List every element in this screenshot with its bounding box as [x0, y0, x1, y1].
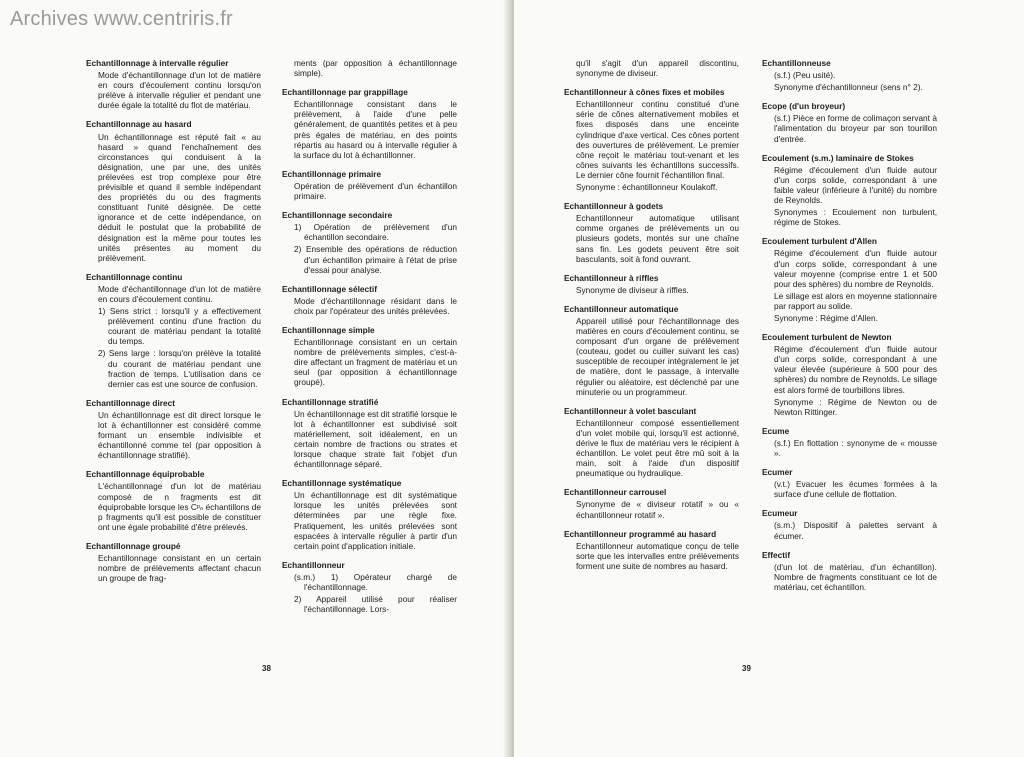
entry-term: Echantillonnage simple [282, 324, 375, 335]
entry-term: Echantillonneur programmé au hasard [564, 528, 717, 539]
definition-paragraph: Synonyme de « diviseur rotatif » ou « échantillonneur rotatif ». [576, 499, 739, 520]
right-column-1 [564, 58, 739, 580]
definition-paragraph: Synonyme d'échantillonneur (sens n° 2). [774, 82, 923, 93]
definition-paragraph: Echantillonnage consistant en un certain nombre de prélèvements affectant chacun un groupe de frag- [98, 553, 261, 584]
definition-paragraph: Appareil utilisé pour l'échantillonnage des matières en cours d'écoulement continu, se composant d'un organe de prélèvement (couteau, godet ou cuiller suivant les cas) susceptible de recouper intégralement le jet de matière, dont le passage, à intervalle régulier ou aléatoire, est déclenché par une minuterie ou un programmeur. [576, 315, 739, 397]
entry-definition [576, 541, 739, 571]
entry-definition [774, 520, 937, 540]
entry-term: Ecume [762, 425, 790, 436]
entry-term: Ecumeur [762, 508, 798, 519]
entry-definition [98, 481, 261, 531]
right-column-2 [762, 58, 937, 601]
entry-term: Echantillonnage primaire [282, 168, 382, 179]
definition-paragraph: (s.m.) 1) Opérateur chargé de l'échantillonnage. [294, 571, 457, 593]
definition-paragraph: Echantillonneur automatique utilisant comme organes de prélèvements un ou plusieurs godets, montés sur une chaîne sans fin. Les godets peuvent être soit basculants, soit à fond ouvrant. [576, 213, 739, 264]
entry-definition [576, 316, 739, 397]
definition-paragraph: Mode d'échantillonnage d'un lot de matière en cours d'écoulement continu. [98, 283, 261, 304]
definition-paragraph: (v.t.) Evacuer les écumes formées à la surface d'une cellule de flottation. [774, 479, 937, 500]
entry-term: Echantillonnage systématique [282, 478, 402, 489]
entry-term: Echantillonnage groupé [86, 540, 181, 551]
definition-paragraph: Un échantillonnage est réputé fait « au hasard » quand l'enchaînement des circonstances qui conduisent à la désignation, une par une, des unités prélevées est trop complexe pour être prévisible et quand il semble indépendant des propriétés du ou des fragments constituant l'unité désignée. De cette ignorance et de cette indépendance, on déduit le postulat que la probabilité de désignation est la même pour toutes les unités présentes au moment du prélèvement. [98, 131, 261, 263]
entry-term: Echantillonnage stratifié [282, 396, 379, 407]
continued-text: ments (par opposition à échantillonnage simple). [294, 58, 457, 79]
entry-definition [98, 553, 261, 583]
definition-paragraph: Synonyme : Régime de Newton ou de Newton Rittinger. [774, 396, 937, 417]
entry-definition [98, 70, 261, 110]
entry-term: Echantillonnage au hasard [86, 119, 192, 130]
right-page [514, 0, 1024, 757]
definition-paragraph: 1) Sens strict : lorsqu'il y a effectivement prélèvement continu d'une fraction du courant de matériau pendant la totalité du temps. [98, 306, 261, 347]
definition-paragraph: Un échantillonnage est dit direct lorsque le lot à échantillonner est considéré comme formant un ensemble indivisible et échantillonné comme tel (par opposition à échantillonnage stratifié). [98, 409, 261, 461]
definition-paragraph: Régime d'écoulement d'un fluide autour d'un corps solide, correspondant à une faible valeur (inférieure à l'unité) du nombre de Reynolds. [774, 164, 937, 206]
entry-definition [294, 296, 457, 316]
entry-term: Echantillonneur [282, 559, 345, 570]
entry-definition [98, 410, 261, 460]
definition-paragraph: Synonyme de diviseur à riffles. [576, 284, 689, 295]
entry-definition [774, 248, 937, 323]
entry-definition [774, 165, 937, 228]
entry-term: Ecumer [762, 467, 793, 478]
entry-term: Echantillonnage direct [86, 397, 175, 408]
definition-paragraph: Mode d'échantillonnage résidant dans le choix par l'opérateur des unités prélevées. [294, 295, 457, 316]
left-page [0, 0, 510, 757]
definition-paragraph: Synonyme : Régime d'Allen. [774, 312, 878, 323]
definition-paragraph: Un échantillonnage est dit stratifié lorsque le lot à échantillonner est subdivisé soit matériellement, soit idéalement, en un certain nombre de fractions ou strates et lorsque chaque strate fait l'objet d'un échantillonnage séparé. [294, 408, 457, 470]
definition-paragraph: Echantillonneur composé essentiellement d'un volet mobile qui, lorsqu'il est actionné, dérive le flux de matériau vers le récipient à échantillon. Le volet peut être mû soit à la main, soit à l'aide d'un dispositif pneumatique ou hydraulique. [576, 417, 739, 479]
definition-paragraph: Echantillonneur continu constitué d'une série de cônes alternativement mobiles et fixes disposés dans une enceinte cylindrique d'axe vertical. Ces cônes portent des ouvertures de prélèvement. Le premier cône reçoit le matériau tout-venant et les cônes suivants les échantillons successifs. Le dernier cône fournit l'échantillon final. [576, 99, 739, 180]
entry-definition [576, 499, 739, 519]
definition-paragraph: (s.f.) Pièce en forme de colimaçon servant à l'alimentation du broyeur par son tourillon d'entrée. [774, 113, 937, 144]
entry-term: Echantillonneur carrousel [564, 487, 667, 498]
entry-term: Ecope (d'un broyeur) [762, 101, 846, 112]
entry-definition [774, 562, 937, 592]
entry-definition [98, 284, 261, 389]
page-number: 38 [262, 664, 271, 673]
entry-definition [294, 222, 457, 274]
definition-paragraph: Le sillage est alors en moyenne stationnaire par rapport au solide. [774, 290, 937, 311]
definition-paragraph: (s.f.) En flottation : synonyme de « mousse ». [774, 437, 937, 458]
entry-term: Echantillonnage secondaire [282, 210, 393, 221]
entry-term: Echantillonneur automatique [564, 303, 679, 314]
entry-term: Ecoulement turbulent d'Allen [762, 236, 877, 247]
definition-paragraph: Mode d'échantillonnage d'un lot de matière en cours d'écoulement continu lorsqu'on prélève à intervalle régulier et pendant une durée égale la totalité du flot de matériau. [98, 70, 261, 111]
page-number: 39 [742, 664, 751, 673]
entry-definition [774, 479, 937, 499]
entry-definition [774, 113, 937, 143]
entry-definition [294, 572, 457, 614]
entry-term: Echantillonnage par grappillage [282, 87, 408, 98]
definition-paragraph: Synonyme : échantillonneur Koulakoff. [576, 182, 718, 193]
entry-definition [576, 213, 739, 263]
definition-paragraph: 2) Ensemble des opérations de réduction d'un échantillon primaire à l'état de prise d'essai pour analyse. [294, 244, 457, 275]
entry-definition [576, 285, 739, 295]
entry-term: Echantillonnage sélectif [282, 283, 377, 294]
watermark-text: Archives www.centriris.fr [10, 8, 233, 30]
entry-definition [294, 99, 457, 160]
definition-paragraph: 2) Sens large : lorsqu'on prélève la totalité du courant de matériau pendant une fraction de temps. L'utilisation dans ce dernier cas est une source de confusion. [98, 348, 261, 389]
entry-definition [576, 99, 739, 192]
entry-definition [774, 438, 937, 458]
definition-paragraph: Echantillonneur automatique conçu de telle sorte que les intervalles entre prélèvements forment une suite de nombres au hasard. [576, 540, 739, 571]
entry-definition [294, 490, 457, 551]
entry-definition [98, 132, 261, 263]
definition-paragraph: 1) Opération de prélèvement d'un échantillon secondaire. [294, 222, 457, 243]
entry-definition [294, 337, 457, 387]
entry-term: Echantillonneur à volet basculant [564, 405, 697, 416]
entry-definition [294, 409, 457, 470]
continued-text: qu'il s'agit d'un appareil discontinu, synonyme de diviseur. [576, 58, 739, 79]
left-column-1 [86, 58, 261, 592]
entry-definition [294, 181, 457, 201]
definition-paragraph: Echantillonnage consistant dans le prélèvement, à l'aide d'une pelle généralement, de quantités petites et à peu près égales de matériau, en des points répartis au hasard ou à intervalle régulier à la surface du lot à échantillonner. [294, 99, 457, 160]
entry-term: Echantillonneur à godets [564, 201, 664, 212]
definition-paragraph: Synonymes : Ecoulement non turbulent, régime de Stokes. [774, 207, 937, 228]
definition-paragraph: Un échantillonnage est dit systématique lorsque les unités prélevées sont déterminées par une règle fixe. Pratiquement, les unités prélevées sont espacées à intervalle régulier à partir d'un certain point d'application initiale. [294, 490, 457, 551]
left-column-2 [282, 58, 457, 623]
definition-paragraph: (s.f.) (Peu usité). [774, 70, 836, 81]
entry-term: Echantillonneur à cônes fixes et mobiles [564, 87, 725, 98]
definition-paragraph: (d'un lot de matériau, d'un échantillon). Nombre de fragments constituant ce lot de matériau, cet échantillon. [774, 561, 937, 592]
definition-paragraph: Echantillonnage consistant en un certain nombre de prélèvements simples, c'est-à-dire affectant un fragment de matériau et un seul (par opposition à échantillonnage groupé). [294, 337, 457, 388]
entry-definition [576, 418, 739, 479]
entry-term: Effectif [762, 549, 791, 560]
entry-term: Echantillonnage continu [86, 271, 183, 282]
entry-term: Echantillonnage équiprobable [86, 469, 205, 480]
entry-term: Echantillonneur à riffles [564, 272, 659, 283]
definition-paragraph: 2) Appareil utilisé pour réaliser l'échantillonnage. Lors- [294, 594, 457, 615]
definition-paragraph: (s.m.) Dispositif à palettes servant à écumer. [774, 520, 937, 541]
definition-paragraph: L'échantillonnage d'un lot de matériau composé de n fragments est dit équiprobable lorsque les Cᵖₙ échantillons de p fragments qu'il est possible de constituer ont une égale probabilité d'être prélevés. [98, 481, 261, 532]
definition-paragraph: Régime d'écoulement d'un fluide autour d'un corps solide, correspondant à une valeur élevée (supérieure à 500 pour des sphères) du nombre de Reynolds. Le sillage est alors formé de tourbillons libres. [774, 344, 937, 395]
definition-paragraph: Régime d'écoulement d'un fluide autour d'un corps solide, correspondant à une valeur moyenne (comprise entre 1 et 500 pour des sphères) du nombre de Reynolds. [774, 248, 937, 289]
entry-term: Ecoulement (s.m.) laminaire de Stokes [762, 152, 914, 163]
entry-definition [774, 344, 937, 417]
entry-term: Ecoulement turbulent de Newton [762, 332, 892, 343]
entry-definition [774, 70, 937, 92]
entry-term: Echantillonnage à intervalle régulier [86, 58, 229, 68]
definition-paragraph: Opération de prélèvement d'un échantillon primaire. [294, 180, 457, 202]
entry-term: Echantillonneuse [762, 58, 831, 68]
